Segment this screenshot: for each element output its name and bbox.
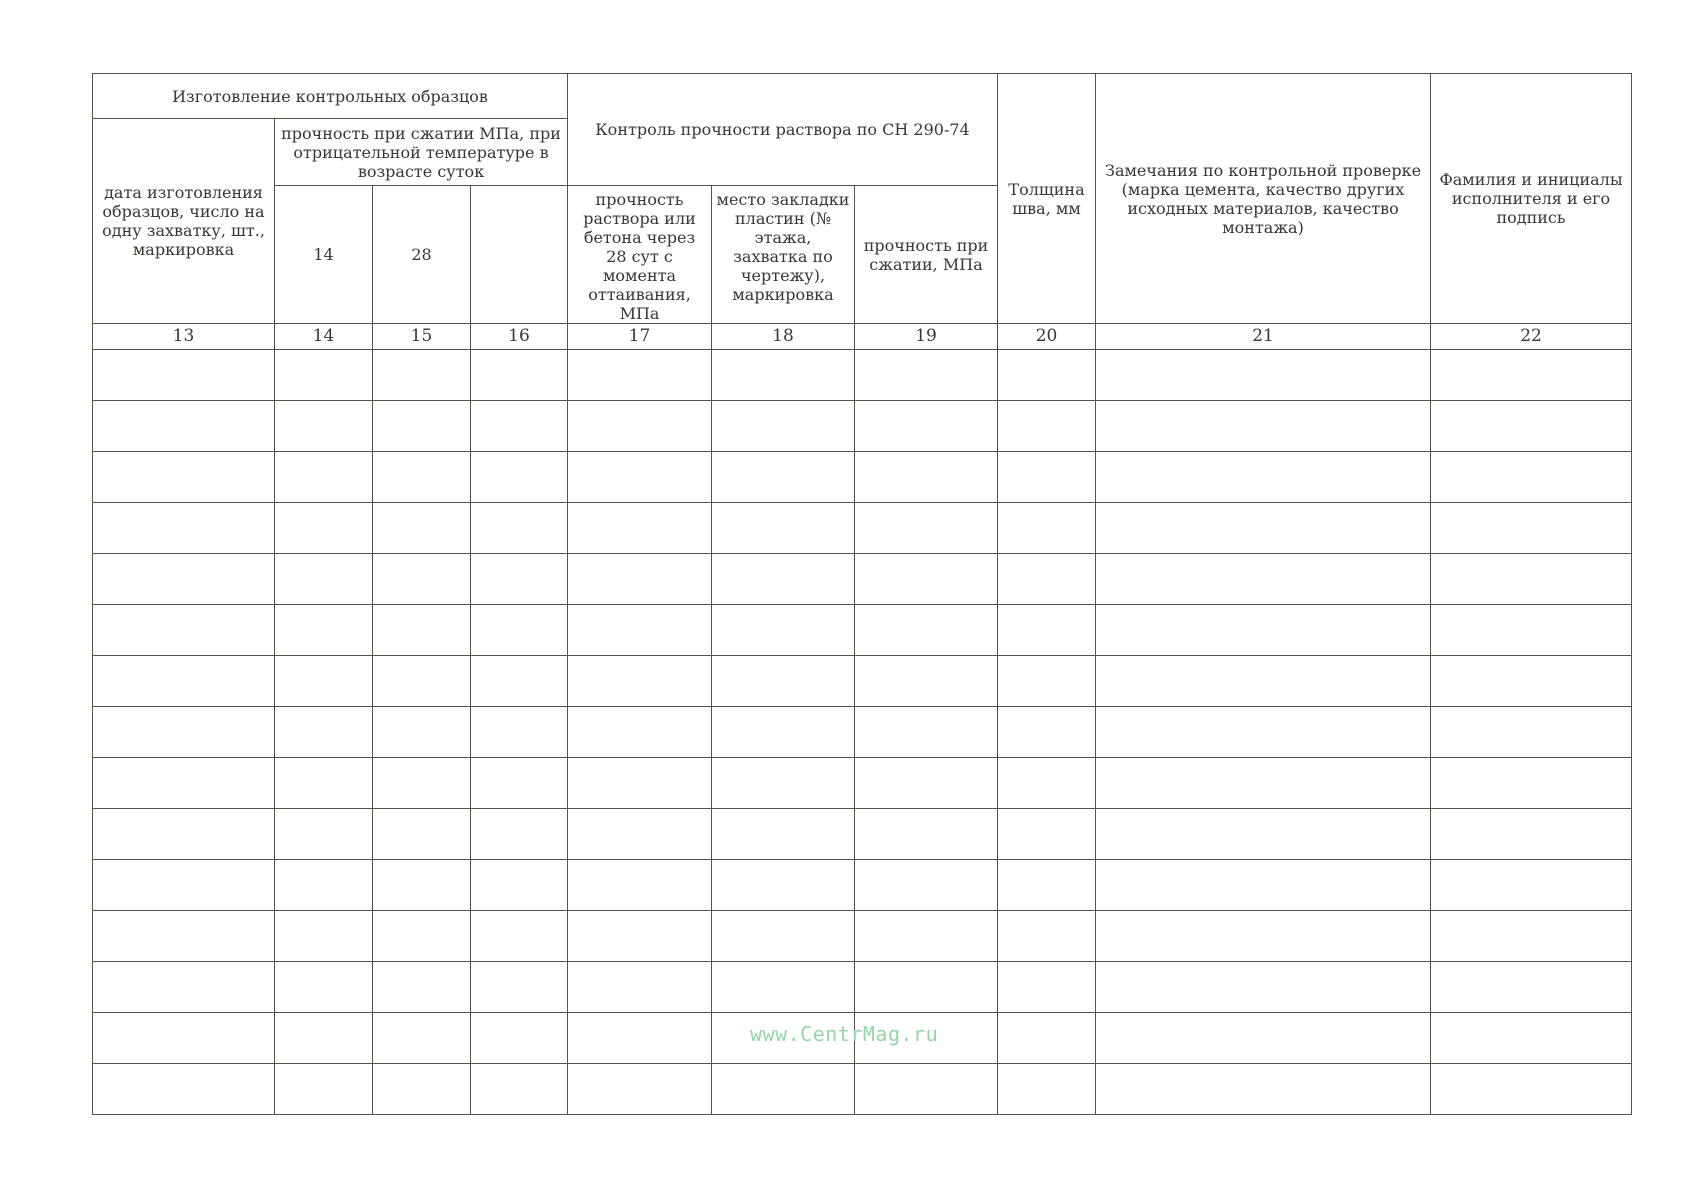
table-cell[interactable] <box>1096 401 1431 452</box>
table-cell[interactable] <box>568 1064 712 1115</box>
table-cell[interactable] <box>1096 758 1431 809</box>
table-cell[interactable] <box>275 809 373 860</box>
table-cell[interactable] <box>1096 707 1431 758</box>
table-cell[interactable] <box>471 350 568 401</box>
table-cell[interactable] <box>998 1013 1096 1064</box>
table-row <box>93 503 1632 554</box>
table-cell[interactable] <box>1096 911 1431 962</box>
table-cell[interactable] <box>1431 860 1632 911</box>
table-cell[interactable] <box>712 503 855 554</box>
table-cell[interactable] <box>1431 707 1632 758</box>
table-cell[interactable] <box>855 809 998 860</box>
table-cell[interactable] <box>998 809 1096 860</box>
table-cell[interactable] <box>855 452 998 503</box>
table-cell[interactable] <box>998 911 1096 962</box>
table-cell[interactable] <box>1096 1064 1431 1115</box>
journal-sheet <box>92 73 1632 1115</box>
table-cell[interactable] <box>712 758 855 809</box>
table-cell[interactable] <box>568 401 712 452</box>
table-cell[interactable] <box>471 707 568 758</box>
column-number: 16 <box>471 324 568 350</box>
table-row <box>93 605 1632 656</box>
table-cell[interactable] <box>275 1064 373 1115</box>
column-number: 17 <box>568 324 712 350</box>
table-cell[interactable] <box>568 962 712 1013</box>
table-cell[interactable] <box>1096 656 1431 707</box>
table-cell[interactable] <box>93 1013 275 1064</box>
table-cell[interactable] <box>275 962 373 1013</box>
table-cell[interactable] <box>998 656 1096 707</box>
table-cell[interactable] <box>998 758 1096 809</box>
table-cell[interactable] <box>1096 962 1431 1013</box>
table-row <box>93 860 1632 911</box>
table-cell[interactable] <box>93 503 275 554</box>
header-strength-negative-temp: прочность при сжатии МПа, при отрицательной температуре в возрасте суток <box>275 119 568 186</box>
table-cell[interactable] <box>712 707 855 758</box>
table-row <box>93 809 1632 860</box>
table-cell[interactable] <box>1096 605 1431 656</box>
table-row <box>93 401 1632 452</box>
table-cell[interactable] <box>1096 503 1431 554</box>
table-row <box>93 707 1632 758</box>
table-cell[interactable] <box>93 809 275 860</box>
table-cell[interactable] <box>1096 1013 1431 1064</box>
table-cell[interactable] <box>93 911 275 962</box>
header-remarks: Замечания по контрольной проверке (марка цемента, качество других исходных материалов, качество монтажа) <box>1096 74 1431 324</box>
table-row <box>93 758 1632 809</box>
table-cell[interactable] <box>998 605 1096 656</box>
table-cell[interactable] <box>275 911 373 962</box>
table-cell[interactable] <box>1431 809 1632 860</box>
column-number: 14 <box>275 324 373 350</box>
table-cell[interactable] <box>275 860 373 911</box>
table-cell[interactable] <box>712 809 855 860</box>
column-number: 19 <box>855 324 998 350</box>
table-row <box>93 452 1632 503</box>
table-cell[interactable] <box>855 860 998 911</box>
table-cell[interactable] <box>712 962 855 1013</box>
table-cell[interactable] <box>93 707 275 758</box>
table-cell[interactable] <box>471 860 568 911</box>
table-cell[interactable] <box>275 605 373 656</box>
table-cell[interactable] <box>1096 350 1431 401</box>
table-cell[interactable] <box>855 758 998 809</box>
column-number: 13 <box>93 324 275 350</box>
header-age-blank <box>471 186 568 324</box>
table-cell[interactable] <box>471 1064 568 1115</box>
table-cell[interactable] <box>568 1013 712 1064</box>
table-cell[interactable] <box>998 962 1096 1013</box>
table-cell[interactable] <box>373 656 471 707</box>
table-cell[interactable] <box>712 1064 855 1115</box>
table-cell[interactable] <box>93 401 275 452</box>
table-cell[interactable] <box>471 605 568 656</box>
table-cell[interactable] <box>275 707 373 758</box>
table-cell[interactable] <box>998 401 1096 452</box>
table-cell[interactable] <box>1096 554 1431 605</box>
header-age-14: 14 <box>275 186 373 324</box>
table-cell[interactable] <box>1431 605 1632 656</box>
table-cell[interactable] <box>93 758 275 809</box>
table-cell[interactable] <box>998 1064 1096 1115</box>
table-cell[interactable] <box>373 452 471 503</box>
table-cell[interactable] <box>471 554 568 605</box>
table-cell[interactable] <box>568 809 712 860</box>
table-cell[interactable] <box>1431 350 1632 401</box>
header-strength-28-days: прочность раствора или бетона через 28 сут с момента оттаивания, МПа <box>568 186 712 324</box>
table-cell[interactable] <box>93 554 275 605</box>
table-cell[interactable] <box>568 911 712 962</box>
table-cell[interactable] <box>471 809 568 860</box>
table-cell[interactable] <box>1431 1064 1632 1115</box>
table-cell[interactable] <box>712 605 855 656</box>
table-cell[interactable] <box>93 962 275 1013</box>
header-group-manufacturing: Изготовление контрольных образцов <box>93 74 568 119</box>
table-row <box>93 554 1632 605</box>
column-number: 22 <box>1431 324 1632 350</box>
table-cell[interactable] <box>373 503 471 554</box>
table-cell[interactable] <box>373 911 471 962</box>
table-cell[interactable] <box>93 860 275 911</box>
table-cell[interactable] <box>855 911 998 962</box>
table-cell[interactable] <box>471 503 568 554</box>
table-cell[interactable] <box>568 605 712 656</box>
table-cell[interactable] <box>855 962 998 1013</box>
table-cell[interactable] <box>471 452 568 503</box>
table-cell[interactable] <box>275 758 373 809</box>
table-cell[interactable] <box>373 605 471 656</box>
table-cell[interactable] <box>998 350 1096 401</box>
table-cell[interactable] <box>712 554 855 605</box>
journal-table <box>92 73 1632 1115</box>
column-number: 20 <box>998 324 1096 350</box>
table-cell[interactable] <box>93 605 275 656</box>
table-cell[interactable] <box>93 350 275 401</box>
table-cell[interactable] <box>712 452 855 503</box>
table-cell[interactable] <box>275 503 373 554</box>
table-cell[interactable] <box>373 401 471 452</box>
table-cell[interactable] <box>712 656 855 707</box>
table-cell[interactable] <box>712 401 855 452</box>
table-cell[interactable] <box>471 911 568 962</box>
header-date-samples: дата изготовления образцов, число на одну захватку, шт., маркировка <box>93 119 275 324</box>
table-cell[interactable] <box>568 707 712 758</box>
column-number-row <box>93 324 1632 350</box>
table-cell[interactable] <box>1096 809 1431 860</box>
table-row <box>93 656 1632 707</box>
header-compressive-strength: прочность при сжатии, МПа <box>855 186 998 324</box>
table-cell[interactable] <box>568 503 712 554</box>
table-cell[interactable] <box>1431 962 1632 1013</box>
table-cell[interactable] <box>855 707 998 758</box>
table-cell[interactable] <box>373 1064 471 1115</box>
table-cell[interactable] <box>93 452 275 503</box>
table-cell[interactable] <box>373 707 471 758</box>
table-cell[interactable] <box>855 401 998 452</box>
table-cell[interactable] <box>712 911 855 962</box>
table-cell[interactable] <box>568 452 712 503</box>
table-cell[interactable] <box>93 656 275 707</box>
table-cell[interactable] <box>855 554 998 605</box>
table-cell[interactable] <box>471 656 568 707</box>
table-cell[interactable] <box>275 452 373 503</box>
table-cell[interactable] <box>1431 554 1632 605</box>
header-performer: Фамилия и инициалы исполнителя и его подпись <box>1431 74 1632 324</box>
column-number: 15 <box>373 324 471 350</box>
table-cell[interactable] <box>1431 911 1632 962</box>
table-cell[interactable] <box>998 707 1096 758</box>
table-cell[interactable] <box>373 809 471 860</box>
table-row <box>93 962 1632 1013</box>
table-cell[interactable] <box>1431 503 1632 554</box>
table-cell[interactable] <box>275 350 373 401</box>
table-cell[interactable] <box>471 1013 568 1064</box>
table-cell[interactable] <box>568 860 712 911</box>
table-cell[interactable] <box>1431 656 1632 707</box>
table-cell[interactable] <box>855 656 998 707</box>
watermark-text: www.CentrMag.ru <box>750 1022 939 1046</box>
table-cell[interactable] <box>373 860 471 911</box>
table-cell[interactable] <box>568 656 712 707</box>
table-cell[interactable] <box>471 962 568 1013</box>
table-cell[interactable] <box>855 605 998 656</box>
table-cell[interactable] <box>1431 401 1632 452</box>
table-cell[interactable] <box>275 554 373 605</box>
table-cell[interactable] <box>373 554 471 605</box>
table-cell[interactable] <box>1096 860 1431 911</box>
table-row <box>93 350 1632 401</box>
table-cell[interactable] <box>373 962 471 1013</box>
table-cell[interactable] <box>998 503 1096 554</box>
table-cell[interactable] <box>855 350 998 401</box>
table-cell[interactable] <box>471 758 568 809</box>
table-cell[interactable] <box>275 656 373 707</box>
table-cell[interactable] <box>1096 452 1431 503</box>
table-cell[interactable] <box>1431 758 1632 809</box>
header-age-28: 28 <box>373 186 471 324</box>
table-cell[interactable] <box>373 350 471 401</box>
table-cell[interactable] <box>373 1013 471 1064</box>
table-cell[interactable] <box>712 860 855 911</box>
table-row <box>93 911 1632 962</box>
table-cell[interactable] <box>568 350 712 401</box>
header-group-control: Контроль прочности раствора по СН 290-74 <box>568 74 998 186</box>
table-cell[interactable] <box>855 503 998 554</box>
header-plate-location: место закладки пластин (№ этажа, захватка по чертежу), маркировка <box>712 186 855 324</box>
table-cell[interactable] <box>471 401 568 452</box>
table-row <box>93 1064 1632 1115</box>
column-number: 18 <box>712 324 855 350</box>
table-cell[interactable] <box>712 350 855 401</box>
table-cell[interactable] <box>998 860 1096 911</box>
table-cell[interactable] <box>568 758 712 809</box>
table-cell[interactable] <box>373 758 471 809</box>
table-cell[interactable] <box>568 554 712 605</box>
table-cell[interactable] <box>855 1064 998 1115</box>
table-cell[interactable] <box>1431 452 1632 503</box>
table-cell[interactable] <box>275 1013 373 1064</box>
table-cell[interactable] <box>1431 1013 1632 1064</box>
table-cell[interactable] <box>998 452 1096 503</box>
table-cell[interactable] <box>275 401 373 452</box>
table-cell[interactable] <box>93 1064 275 1115</box>
header-seam-thickness: Толщина шва, мм <box>998 74 1096 324</box>
table-cell[interactable] <box>998 554 1096 605</box>
column-number: 21 <box>1096 324 1431 350</box>
